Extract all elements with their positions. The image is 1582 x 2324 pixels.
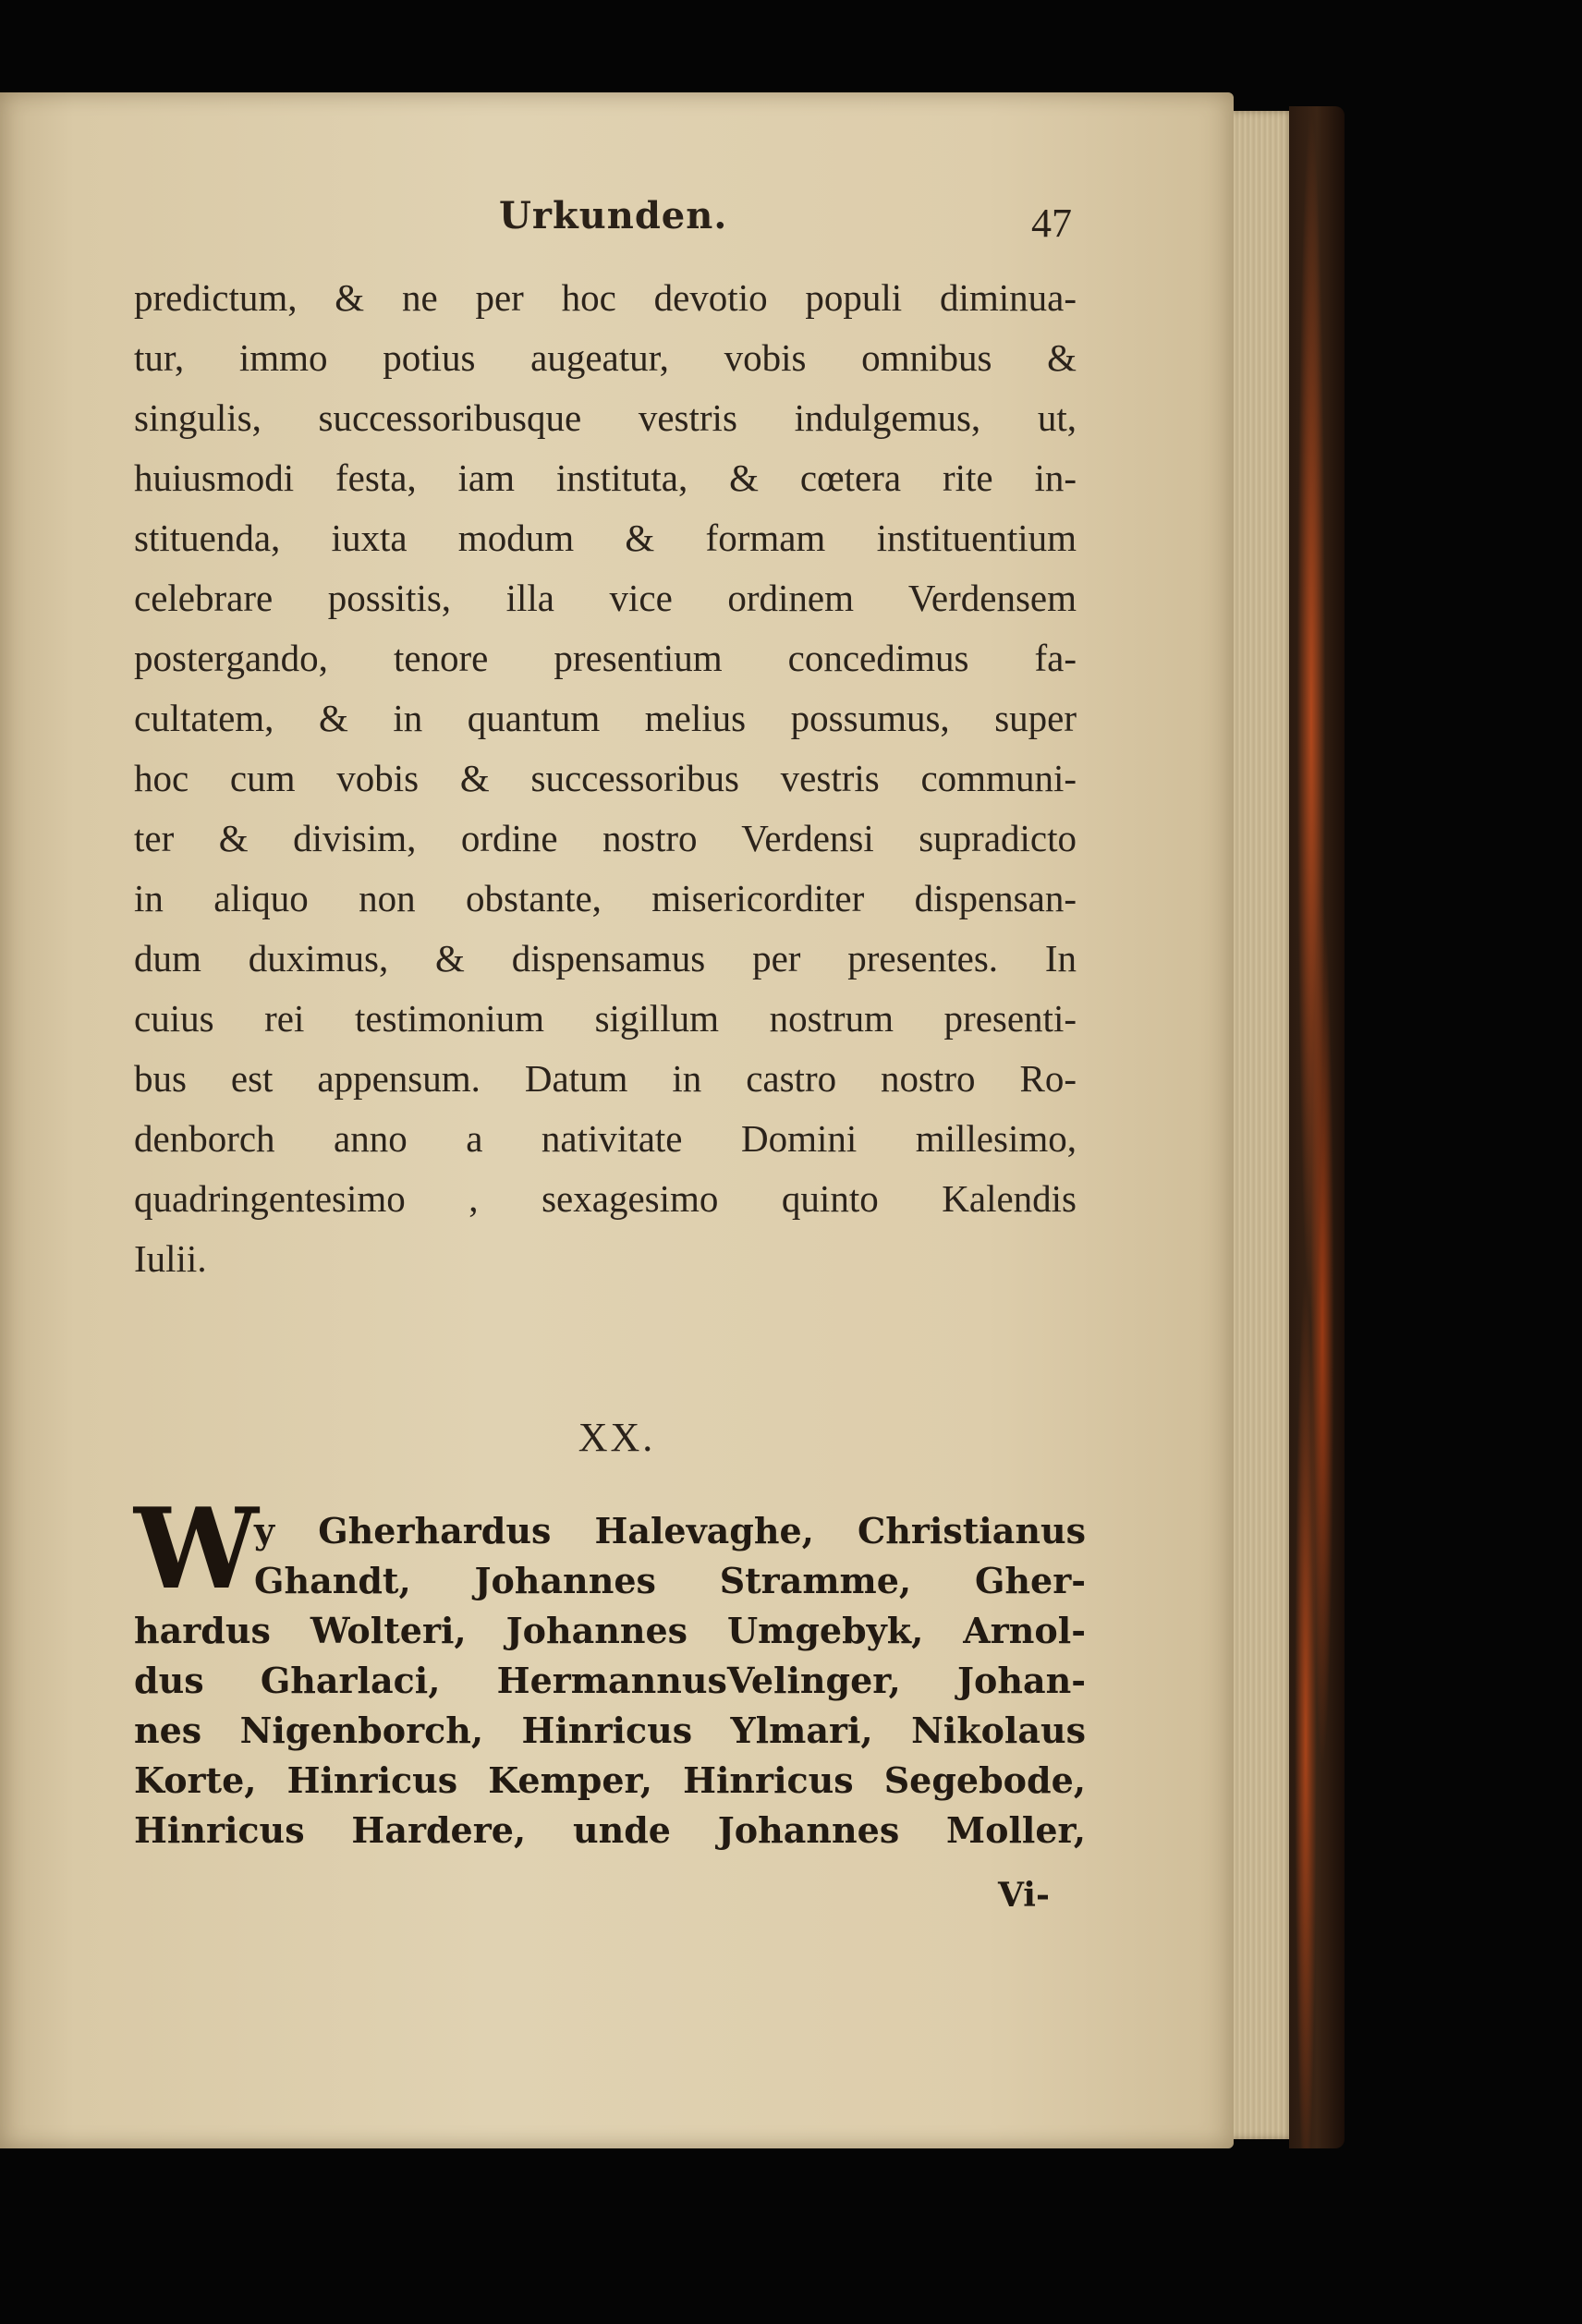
- latin-charter-text: [134, 268, 1077, 1289]
- text-line: Ghandt, Johannes Stramme, Gher-: [254, 1560, 1086, 1601]
- text-line: cuius rei testimonium sigillum nostrum presenti-: [134, 997, 1077, 1040]
- text-line: dum duximus, & dispensamus per presentes. In: [134, 937, 1077, 979]
- text-line: tur, immo potius augeatur, vobis omnibus &: [134, 336, 1077, 379]
- text-line: huiusmodi festa, iam instituta, & cœtera rite in-: [134, 456, 1077, 499]
- text-line: cultatem, & in quantum melius possumus, super: [134, 697, 1077, 739]
- text-line: y Gherhardus Halevaghe, Christianus: [254, 1510, 1086, 1551]
- german-charter-text: [134, 1484, 1086, 1856]
- text-line: stituenda, iuxta modum & formam instituentium: [134, 517, 1077, 559]
- text-line: denborch anno a nativitate Domini millesimo,: [134, 1117, 1077, 1160]
- text-line: Korte, Hinricus Kemper, Hinricus Segebode,: [134, 1759, 1086, 1801]
- text-line: singulis, successoribusque vestris indulgemus, ut,: [134, 396, 1077, 439]
- text-line: nes Nigenborch, Hinricus Ylmari, Nikolaus: [134, 1710, 1086, 1751]
- drop-cap-initial: W: [134, 1484, 259, 1614]
- section-number: XX.: [578, 1415, 656, 1460]
- text-line: hardus Wolteri, Johannes Umgebyk, Arnol-: [134, 1610, 1086, 1651]
- text-line: quadringentesimo , sexagesimo quinto Kalendis: [134, 1177, 1077, 1220]
- running-head: Urkunden.: [499, 194, 728, 237]
- page-number: 47: [1031, 201, 1072, 246]
- page-header: [129, 194, 1072, 249]
- text-line: ter & divisim, ordine nostro Verdensi supradicto: [134, 817, 1077, 859]
- marbled-book-cover: [1289, 106, 1345, 2148]
- text-line: Hinricus Hardere, unde Johannes Moller,: [134, 1809, 1086, 1851]
- text-line: Iulii.: [134, 1237, 207, 1280]
- catchword: Vi-: [998, 1876, 1050, 1915]
- text-line: hoc cum vobis & successoribus vestris communi-: [134, 757, 1077, 799]
- text-line: predictum, & ne per hoc devotio populi diminua-: [134, 276, 1077, 319]
- text-line: celebrare possitis, illa vice ordinem Verdensem: [134, 577, 1077, 619]
- text-line: postergando, tenore presentium concedimus fa-: [134, 637, 1077, 679]
- book-spine-edge: [1229, 111, 1294, 2139]
- text-line: in aliquo non obstante, misericorditer dispensan-: [134, 877, 1077, 919]
- text-line: dus Gharlaci, HermannusVelinger, Johan-: [134, 1660, 1086, 1701]
- text-line: bus est appensum. Datum in castro nostro Ro-: [134, 1057, 1077, 1100]
